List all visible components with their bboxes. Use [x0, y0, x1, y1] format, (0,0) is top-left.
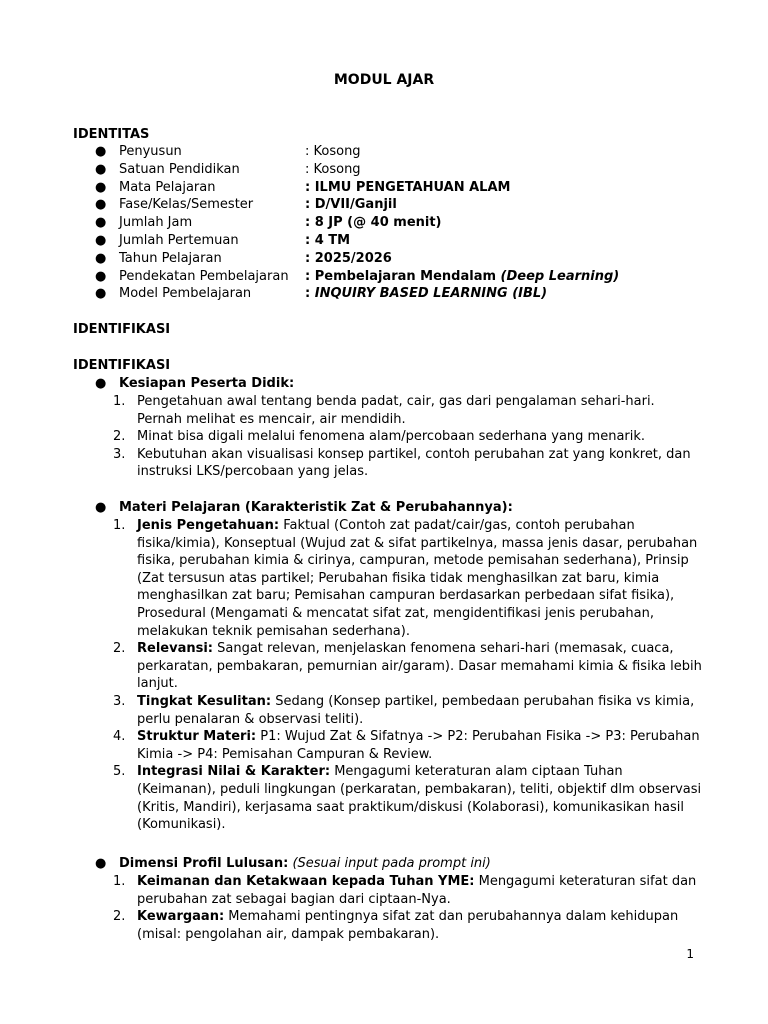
value-prefix: : Pembelajaran Mendalam [305, 268, 501, 284]
item-text: Minat bisa digali melalui fenomena alam/percobaan sederhana yang menarik. [137, 429, 646, 445]
item-text: P1: Wujud Zat & Sifatnya -> P2: Perubahan Fisika -> P3: Perubahan Kimia -> P4: Pemisahan Campuran & Review. [137, 729, 700, 762]
item-number: 1. [113, 518, 126, 533]
item-number: 1. [113, 394, 126, 409]
bullet-icon: ● [95, 500, 107, 515]
item-text: Pengetahuan awal tentang benda padat, cair, gas dari pengalaman sehari-hari. Pernah melihat es mencair, air mendidih. [137, 394, 655, 427]
identitas-value: : 2025/2026 [305, 250, 392, 266]
page-title: MODUL AJAR [333, 72, 435, 88]
identitas-value: : D/VII/Ganjil [305, 197, 397, 213]
bullet-icon: ● [95, 286, 107, 302]
bullet-icon: ● [95, 179, 107, 195]
identitas-label: Tahun Pelajaran [119, 250, 222, 266]
identitas-value: : 8 JP (@ 40 menit) [305, 215, 442, 231]
item-term: Integrasi Nilai & Karakter: [137, 764, 331, 780]
materi-heading: Materi Pelajaran (Karakteristik Zat & Perubahannya): [119, 500, 513, 515]
dimensi-heading: Dimensi Profil Lulusan: [119, 856, 289, 871]
item-number: 5. [113, 764, 126, 780]
list-item [73, 908, 703, 943]
bullet-icon: ● [95, 250, 107, 266]
value-italic: (Deep Learning) [500, 268, 620, 284]
identifikasi-heading: IDENTIFIKASI [73, 358, 171, 373]
list-item [73, 640, 703, 693]
item-text: Sangat relevan, menjelaskan fenomena sehari-hari (memasak, cuaca, perkaratan, pembakaran, pemurnian air/garam). Dasar memahami kimia & fisika lebih lanjut. [137, 641, 702, 692]
item-number: 2. [113, 641, 126, 657]
identitas-value: : ILMU PENGETAHUAN ALAM [305, 179, 511, 195]
identitas-value: : 4 TM [305, 232, 351, 248]
identitas-label: Fase/Kelas/Semester [119, 197, 254, 213]
item-text: Faktual (Contoh zat padat/cair/gas, contoh perubahan fisika/kimia), Konseptual (Wujud zat & sifat partikelnya, massa jenis dasar, perubahan fisika, perubahan kimia & cirinya, campuran, metode pemisahan sederhana), Prinsip (Zat tersusun atas partikel; Perubahan fisika tidak menghasilkan zat baru, kimia menghasilkan zat baru; Pemisahan campuran berdasarkan perbedaan sifat fisika), Prosedural (Mengamati & mencatat sifat zat, mengidentifikasi jenis perubahan, melakukan teknik pemisahan sederhana). [137, 518, 698, 639]
list-item [73, 728, 703, 763]
identitas-label: Pendekatan Pembelajaran [119, 268, 289, 284]
value-prefix: : [305, 286, 315, 302]
identitas-value: : Kosong [305, 144, 361, 159]
page-number: 1 [686, 947, 694, 961]
list-item [73, 428, 703, 446]
item-term: Relevansi: [137, 641, 213, 657]
item-text: Mengagumi keteraturan alam ciptaan Tuhan (Keimanan), peduli lingkungan (perkaratan, pembakaran), teliti, objektif dlm observasi (Kritis, Mandiri), kerjasama saat praktikum/diskusi (Kolaborasi), komunikasikan hasil (Komunikasi). [137, 764, 702, 833]
bullet-icon: ● [95, 376, 107, 391]
item-number: 2. [113, 909, 126, 925]
identitas-heading: IDENTITAS [73, 127, 150, 142]
value-italic: INQUIRY BASED LEARNING (IBL) [314, 286, 548, 302]
item-text: Sedang (Konsep partikel, pembedaan perubahan fisika vs kimia, perlu penalaran & observasi teliti). [137, 693, 695, 727]
identitas-label: Model Pembelajaran [119, 286, 252, 302]
kesiapan-list [73, 393, 703, 481]
identitas-value: : Kosong [305, 161, 361, 177]
bullet-icon: ● [95, 161, 107, 177]
bullet-icon: ● [95, 215, 107, 231]
item-text: Memahami pentingnya sifat zat dan perubahannya dalam kehidupan (misal: pengolahan air, dampak pembakaran). [137, 909, 679, 942]
item-term: Struktur Materi: [137, 729, 257, 745]
item-text: Mengagumi keteraturan sifat dan perubahan zat sebagai bagian dari ciptaan-Nya. [137, 874, 697, 907]
item-term: Keimanan dan Ketakwaan kepada Tuhan YME: [137, 874, 475, 889]
item-number: 2. [113, 429, 126, 445]
identitas-label: Satuan Pendidikan [119, 161, 240, 177]
bullet-icon: ● [95, 856, 107, 871]
identitas-value [305, 268, 619, 285]
identitas-label: Jumlah Pertemuan [119, 232, 239, 248]
bullet-icon: ● [95, 232, 107, 248]
item-term: Tingkat Kesulitan: [137, 693, 272, 709]
item-number: 1. [113, 874, 126, 889]
identitas-label: Jumlah Jam [119, 215, 193, 231]
item-number: 4. [113, 729, 126, 745]
kesiapan-heading: Kesiapan Peserta Didik: [119, 376, 295, 391]
bullet-icon: ● [95, 144, 107, 159]
bullet-icon: ● [95, 197, 107, 213]
list-item [73, 763, 703, 833]
item-text: Kebutuhan akan visualisasi konsep partikel, contoh perubahan zat yang konkret, dan instruksi LKS/percobaan yang jelas. [137, 446, 691, 480]
materi-list [73, 517, 703, 834]
list-item [73, 873, 703, 908]
list-item [73, 693, 703, 728]
item-term: Kewargaan: [137, 909, 225, 925]
item-number: 3. [113, 446, 126, 462]
item-term: Jenis Pengetahuan: [137, 518, 280, 533]
list-item [73, 393, 703, 428]
identitas-label: Penyusun [119, 144, 182, 159]
dimensi-list [73, 873, 703, 943]
identitas-value [305, 285, 547, 302]
bullet-icon: ● [95, 268, 107, 284]
identitas-label: Mata Pelajaran [119, 179, 216, 195]
item-number: 3. [113, 693, 126, 709]
identifikasi-heading: IDENTIFIKASI [73, 322, 171, 337]
list-item [73, 446, 703, 481]
list-item [73, 517, 703, 640]
dimensi-heading-wrap [119, 855, 491, 872]
dimensi-heading-note: (Sesuai input pada prompt ini) [292, 856, 491, 871]
